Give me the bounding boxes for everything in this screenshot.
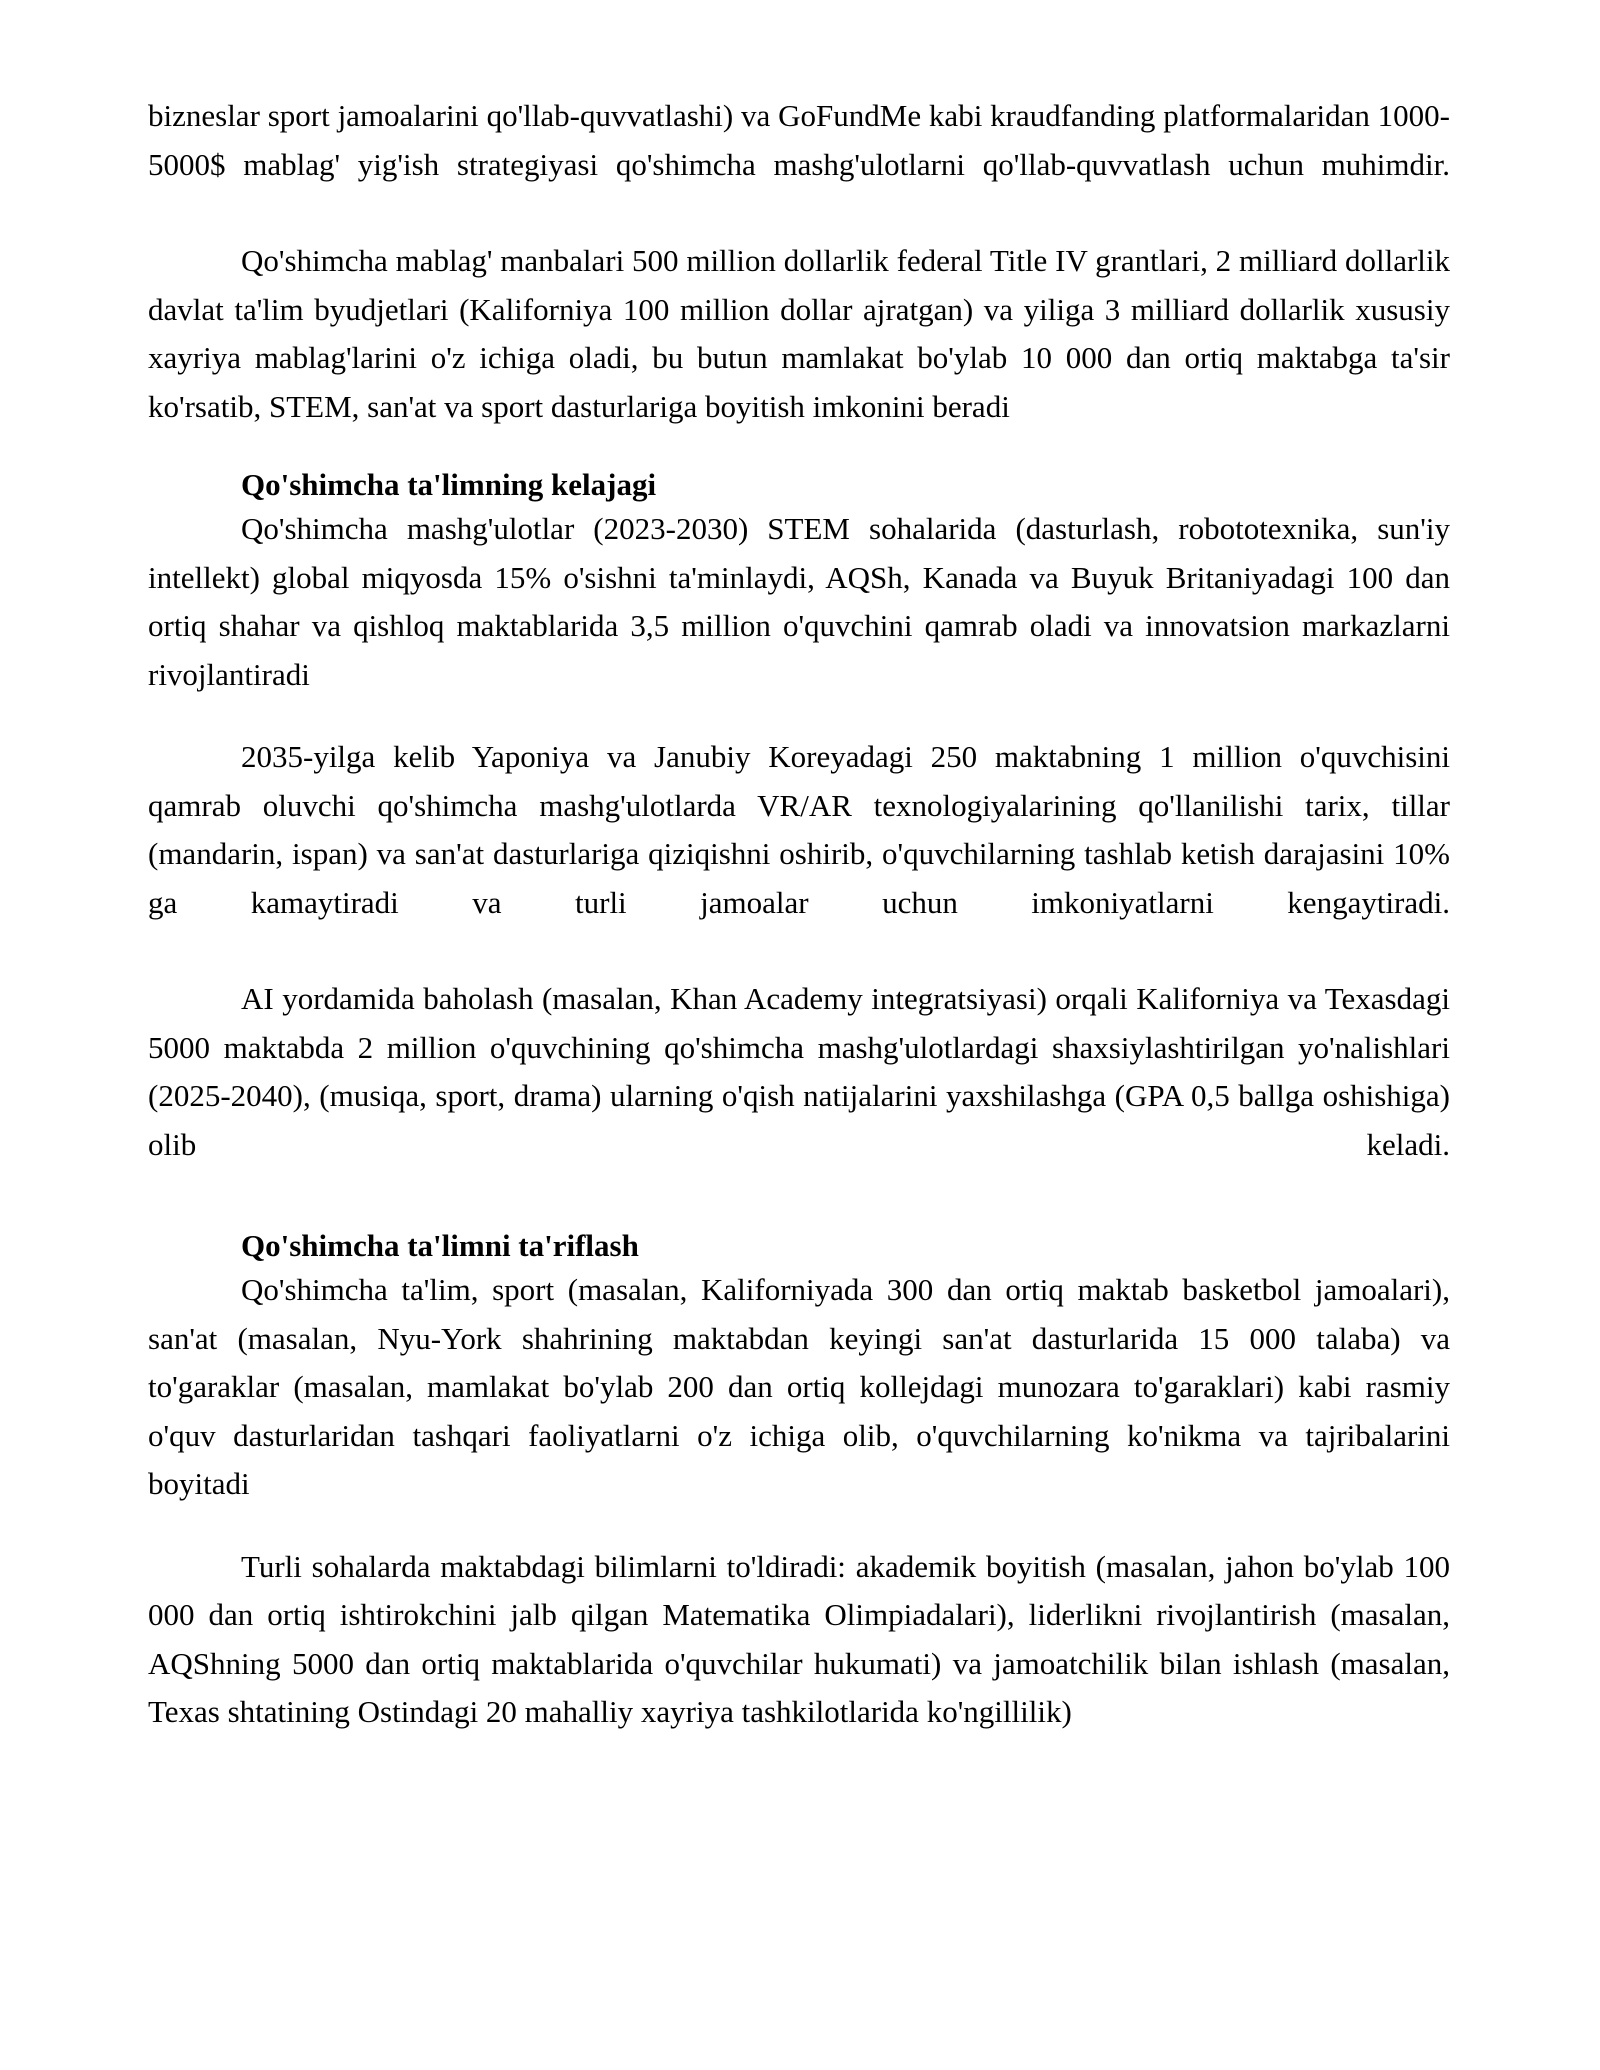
paragraph-vr-ar: 2035-yilga kelib Yaponiya va Janubiy Koreyadagi 250 maktabning 1 million o'quvchisini qamrab oluvchi qo'shimcha mashg'ulotlarda VR/AR texnologiyalarining qo'llanilishi tarix, tillar (mandarin, ispan) va san'at dasturlariga qiziqishni oshirib, o'quvchilarning tashlab ketish darajasini 10% ga kamaytiradi va turli jamoalar uchun imkoniyatlarni kengaytiradi. (148, 739, 1450, 920)
paragraph-definition: Qo'shimcha ta'lim, sport (masalan, Kaliforniyada 300 dan ortiq maktab basketbol jamoalari), san'at (masalan, Nyu-York shahrining maktabdan keyingi san'at dasturlarida 15 000 talaba) va to'garaklar (masalan, mamlakat bo'ylab 200 dan ortiq kollejdagi munozara to'garaklari) kabi rasmiy o'quv dasturlaridan tashqari faoliyatlarni o'z ichiga olib, o'quvchilarning ko'nikma va tajribalarini boyitadi (148, 1272, 1450, 1501)
paragraph-stem-growth: Qo'shimcha mashg'ulotlar (2023-2030) STEM sohalarida (dasturlash, robototexnika, sun'iy intellekt) global miqyosda 15% o'sishni ta'minlaydi, AQSh, Kanada va Buyuk Britaniyadagi 100 dan ortiq shahar va qishloq maktablarida 3,5 million o'quvchini qamrab oladi va innovatsion markazlarni rivojlantiradi (148, 511, 1450, 692)
paragraph-domains: Turli sohalarda maktabdagi bilimlarni to'ldiradi: akademik boyitish (masalan, jahon bo'ylab 100 000 dan ortiq ishtirokchini jalb qilgan Matematika Olimpiadalari), liderlikni rivojlantirish (masalan, AQShning 5000 dan ortiq maktablarida o'quvchilar hukumati) va jamoatchilik bilan ishlash (masalan, Texas shtatining Ostindagi 20 mahalliy xayriya tashkilotlarida ko'ngillilik) (148, 1548, 1450, 1729)
paragraph-funding-strategy: bizneslar sport jamoalarini qo'llab-quvvatlashi) va GoFundMe kabi kraudfanding platformalaridan 1000-5000$ mablag' yig'ish strategiyasi qo'shimcha mashg'ulotlarni qo'llab-quvvatlash uchun muhimdir. (148, 98, 1450, 182)
document-page (148, 92, 1450, 1737)
paragraph-funding-sources: Qo'shimcha mablag' manbalari 500 million dollarlik federal Title IV grantlari, 2 milliard dollarlik davlat ta'lim byudjetlari (Kaliforniya 100 million dollar ajratgan) va yiliga 3 milliard dollarlik xususiy xayriya mablag'larini o'z ichiga oladi, bu butun mamlakat bo'ylab 10 000 dan ortiq maktabga ta'sir ko'rsatib, STEM, san'at va sport dasturlariga boyitish imkonini beradi (148, 243, 1450, 424)
paragraph-ai-assessment: AI yordamida baholash (masalan, Khan Academy integratsiyasi) orqali Kaliforniya va Texasdagi 5000 maktabda 2 million o'quvchining qo'shimcha mashg'ulotlardagi shaxsiylashtirilgan yo'nalishlari (2025-2040), (musiqa, sport, drama) ularning o'qish natijalarini yaxshilashga (GPA 0,5 ballga oshishiga) olib keladi. (148, 981, 1450, 1162)
section-heading-definition: Qo'shimcha ta'limni ta'riflash (241, 1228, 639, 1263)
section-heading-future: Qo'shimcha ta'limning kelajagi (241, 467, 657, 502)
